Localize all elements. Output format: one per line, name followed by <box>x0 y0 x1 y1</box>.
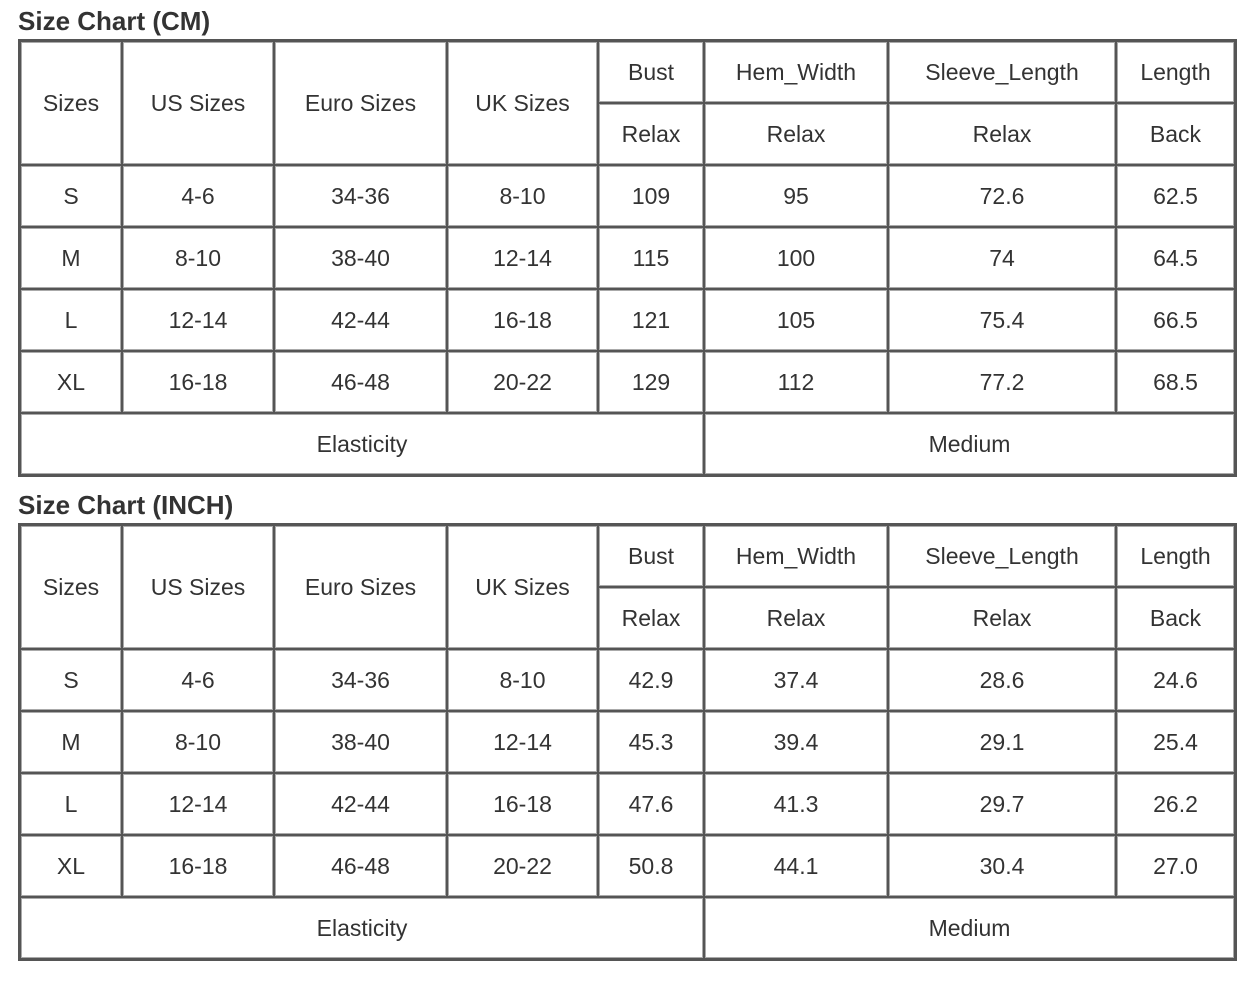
us-size-cell: 16-18 <box>122 835 274 897</box>
size-cell: S <box>20 649 122 711</box>
table-row <box>20 835 1235 897</box>
elasticity-label: Elasticity <box>20 413 704 475</box>
length-cell: 26.2 <box>1116 773 1235 835</box>
header-euro-sizes: Euro Sizes <box>274 525 447 649</box>
size-cell: M <box>20 711 122 773</box>
header-bust: Bust <box>598 525 704 587</box>
header-sleeve-length: Sleeve_Length <box>888 41 1116 103</box>
size-cell: M <box>20 227 122 289</box>
length-cell: 62.5 <box>1116 165 1235 227</box>
euro-size-cell: 46-48 <box>274 351 447 413</box>
us-size-cell: 16-18 <box>122 351 274 413</box>
size-chart-inch-table <box>18 523 1237 961</box>
hem-width-cell: 44.1 <box>704 835 888 897</box>
subheader-sleeve-length: Relax <box>888 587 1116 649</box>
subheader-length: Back <box>1116 103 1235 165</box>
uk-size-cell: 20-22 <box>447 835 598 897</box>
header-hem-width: Hem_Width <box>704 525 888 587</box>
sleeve-length-cell: 30.4 <box>888 835 1116 897</box>
subheader-hem-width: Relax <box>704 587 888 649</box>
bust-cell: 47.6 <box>598 773 704 835</box>
us-size-cell: 4-6 <box>122 165 274 227</box>
hem-width-cell: 37.4 <box>704 649 888 711</box>
elasticity-value: Medium <box>704 897 1235 959</box>
size-cell: L <box>20 773 122 835</box>
header-euro-sizes: Euro Sizes <box>274 41 447 165</box>
size-chart-cm-title: Size Chart (CM) <box>18 6 211 36</box>
sleeve-length-cell: 72.6 <box>888 165 1116 227</box>
header-length: Length <box>1116 41 1235 103</box>
subheader-bust: Relax <box>598 587 704 649</box>
us-size-cell: 12-14 <box>122 289 274 351</box>
uk-size-cell: 8-10 <box>447 165 598 227</box>
size-cell: S <box>20 165 122 227</box>
header-row <box>20 41 1235 103</box>
bust-cell: 109 <box>598 165 704 227</box>
elasticity-row <box>20 413 1235 475</box>
uk-size-cell: 20-22 <box>447 351 598 413</box>
table-row <box>20 711 1235 773</box>
subheader-hem-width: Relax <box>704 103 888 165</box>
bust-cell: 50.8 <box>598 835 704 897</box>
subheader-length: Back <box>1116 587 1235 649</box>
length-cell: 25.4 <box>1116 711 1235 773</box>
size-cell: XL <box>20 351 122 413</box>
us-size-cell: 8-10 <box>122 711 274 773</box>
euro-size-cell: 42-44 <box>274 773 447 835</box>
uk-size-cell: 16-18 <box>447 773 598 835</box>
sleeve-length-cell: 74 <box>888 227 1116 289</box>
hem-width-cell: 105 <box>704 289 888 351</box>
header-us-sizes: US Sizes <box>122 525 274 649</box>
elasticity-label: Elasticity <box>20 897 704 959</box>
length-cell: 24.6 <box>1116 649 1235 711</box>
hem-width-cell: 100 <box>704 227 888 289</box>
header-length: Length <box>1116 525 1235 587</box>
uk-size-cell: 16-18 <box>447 289 598 351</box>
subheader-sleeve-length: Relax <box>888 103 1116 165</box>
header-sizes: Sizes <box>20 41 122 165</box>
euro-size-cell: 42-44 <box>274 289 447 351</box>
table-row <box>20 649 1235 711</box>
header-row <box>20 525 1235 587</box>
table-row <box>20 165 1235 227</box>
table-row <box>20 773 1235 835</box>
table-row <box>20 227 1235 289</box>
sleeve-length-cell: 29.1 <box>888 711 1116 773</box>
length-cell: 68.5 <box>1116 351 1235 413</box>
length-cell: 66.5 <box>1116 289 1235 351</box>
header-bust: Bust <box>598 41 704 103</box>
table-row <box>20 351 1235 413</box>
us-size-cell: 8-10 <box>122 227 274 289</box>
header-hem-width: Hem_Width <box>704 41 888 103</box>
table-row <box>20 289 1235 351</box>
bust-cell: 42.9 <box>598 649 704 711</box>
uk-size-cell: 12-14 <box>447 711 598 773</box>
size-chart-inch-title: Size Chart (INCH) <box>18 490 234 520</box>
header-uk-sizes: UK Sizes <box>447 525 598 649</box>
bust-cell: 129 <box>598 351 704 413</box>
sleeve-length-cell: 77.2 <box>888 351 1116 413</box>
euro-size-cell: 34-36 <box>274 649 447 711</box>
size-chart-cm-table <box>18 39 1237 477</box>
header-us-sizes: US Sizes <box>122 41 274 165</box>
euro-size-cell: 34-36 <box>274 165 447 227</box>
us-size-cell: 12-14 <box>122 773 274 835</box>
elasticity-row <box>20 897 1235 959</box>
sleeve-length-cell: 28.6 <box>888 649 1116 711</box>
subheader-bust: Relax <box>598 103 704 165</box>
hem-width-cell: 39.4 <box>704 711 888 773</box>
bust-cell: 45.3 <box>598 711 704 773</box>
euro-size-cell: 38-40 <box>274 227 447 289</box>
elasticity-value: Medium <box>704 413 1235 475</box>
bust-cell: 121 <box>598 289 704 351</box>
euro-size-cell: 38-40 <box>274 711 447 773</box>
sleeve-length-cell: 75.4 <box>888 289 1116 351</box>
euro-size-cell: 46-48 <box>274 835 447 897</box>
header-sleeve-length: Sleeve_Length <box>888 525 1116 587</box>
hem-width-cell: 95 <box>704 165 888 227</box>
size-cell: XL <box>20 835 122 897</box>
size-cell: L <box>20 289 122 351</box>
uk-size-cell: 8-10 <box>447 649 598 711</box>
sleeve-length-cell: 29.7 <box>888 773 1116 835</box>
hem-width-cell: 112 <box>704 351 888 413</box>
us-size-cell: 4-6 <box>122 649 274 711</box>
length-cell: 27.0 <box>1116 835 1235 897</box>
header-uk-sizes: UK Sizes <box>447 41 598 165</box>
bust-cell: 115 <box>598 227 704 289</box>
header-sizes: Sizes <box>20 525 122 649</box>
hem-width-cell: 41.3 <box>704 773 888 835</box>
length-cell: 64.5 <box>1116 227 1235 289</box>
uk-size-cell: 12-14 <box>447 227 598 289</box>
